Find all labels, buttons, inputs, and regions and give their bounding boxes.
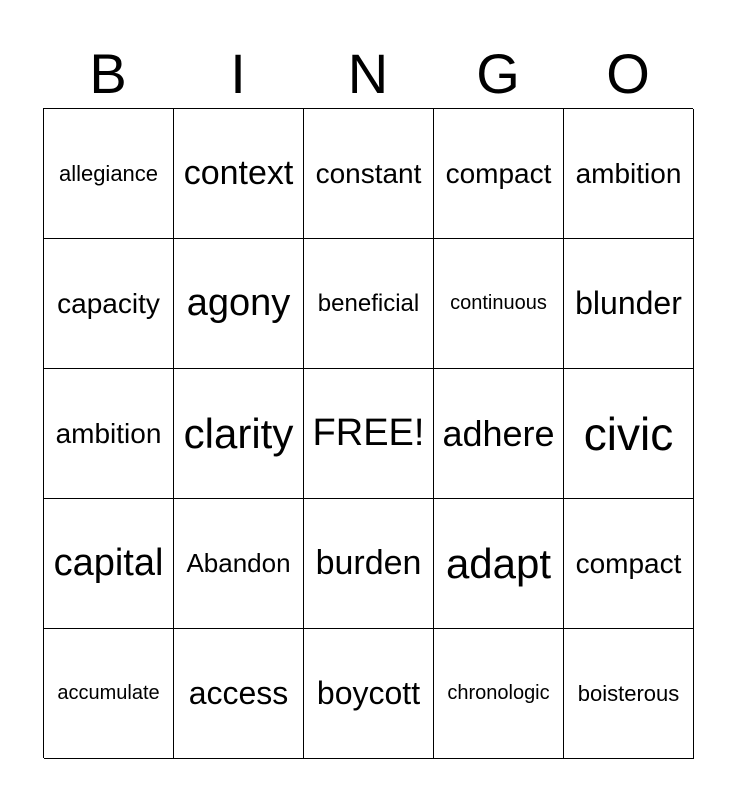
bingo-grid	[43, 108, 693, 758]
header-letter-n: N	[347, 42, 389, 105]
bingo-cell[interactable]: allegiance	[44, 109, 174, 239]
bingo-cell[interactable]: civic	[564, 369, 694, 499]
bingo-cell[interactable]: chronologic	[434, 629, 564, 759]
bingo-cell[interactable]: constant	[304, 109, 434, 239]
bingo-cell[interactable]: clarity	[174, 369, 304, 499]
bingo-cell[interactable]: capital	[44, 499, 174, 629]
bingo-cell[interactable]: continuous	[434, 239, 564, 369]
bingo-cell[interactable]: context	[174, 109, 304, 239]
bingo-cell[interactable]: agony	[174, 239, 304, 369]
bingo-cell[interactable]: ambition	[564, 109, 694, 239]
bingo-cell[interactable]: adapt	[434, 499, 564, 629]
bingo-cell[interactable]: blunder	[564, 239, 694, 369]
header-letter-b: B	[89, 42, 127, 105]
bingo-cell[interactable]: accumulate	[44, 629, 174, 759]
bingo-cell[interactable]: Abandon	[174, 499, 304, 629]
bingo-cell[interactable]: burden	[304, 499, 434, 629]
header-letter-g: G	[476, 42, 520, 105]
bingo-cell[interactable]: compact	[434, 109, 564, 239]
bingo-cell[interactable]: boycott	[304, 629, 434, 759]
bingo-header	[43, 40, 693, 108]
bingo-cell[interactable]: beneficial	[304, 239, 434, 369]
header-letter-o: O	[606, 42, 650, 105]
bingo-cell[interactable]: compact	[564, 499, 694, 629]
header-letter-i: I	[230, 42, 246, 105]
bingo-cell[interactable]: ambition	[44, 369, 174, 499]
bingo-cell[interactable]: adhere	[434, 369, 564, 499]
bingo-cell[interactable]: capacity	[44, 239, 174, 369]
bingo-cell[interactable]: access	[174, 629, 304, 759]
free-space[interactable]: FREE!	[304, 369, 434, 499]
bingo-cell[interactable]: boisterous	[564, 629, 694, 759]
